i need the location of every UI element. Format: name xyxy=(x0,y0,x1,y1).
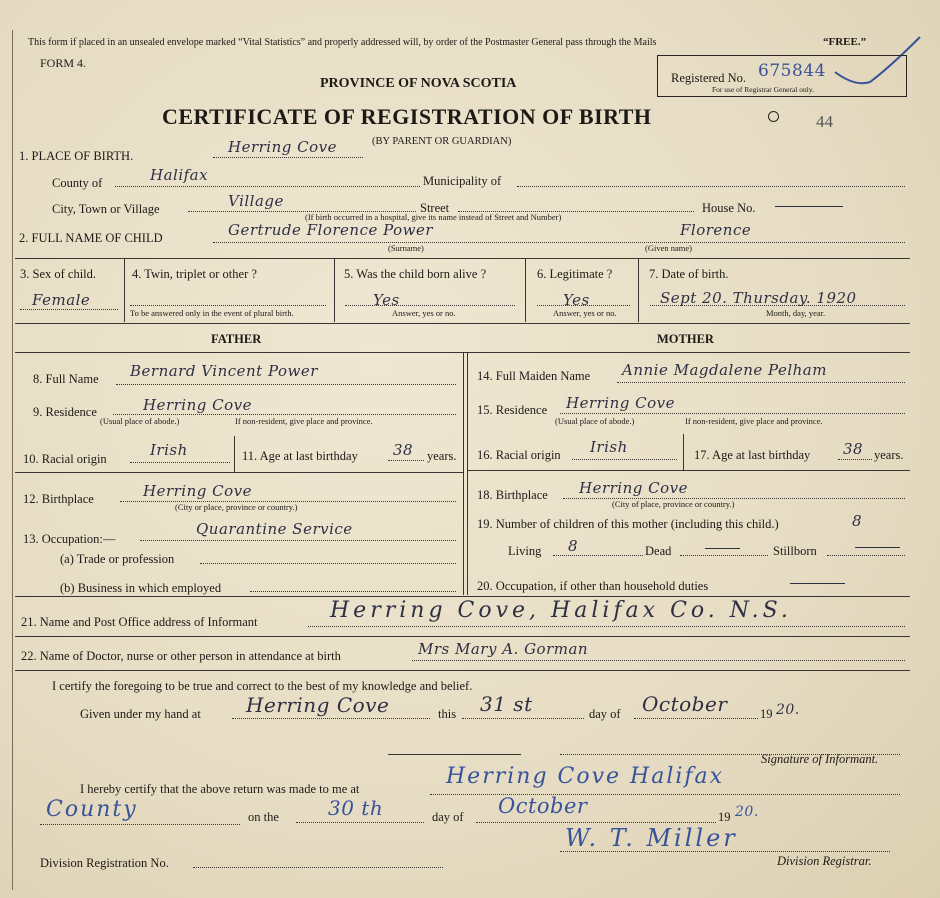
field-13b-label: (b) Business in which employed xyxy=(60,581,222,595)
registrar-signature: W. T. Miller xyxy=(565,824,738,852)
informant-certify-text: I certify the foregoing to be true and correct to the best of my knowledge and belief. xyxy=(52,679,473,693)
field-10-label: 10. Racial origin xyxy=(23,452,107,466)
day-of-label: day of xyxy=(589,707,621,721)
field-15-label: 15. Residence xyxy=(477,403,548,417)
field-1-value: Herring Cove xyxy=(228,138,337,156)
registrar-place-value: Herring Cove Halifax xyxy=(446,764,725,789)
field-8-label: 8. Full Name xyxy=(33,372,99,386)
field-17-label: 17. Age at last birthday xyxy=(694,448,811,462)
sex-value: Female xyxy=(32,291,91,309)
field-14-label: 14. Full Maiden Name xyxy=(477,369,591,383)
mother-residence-value: Herring Cove xyxy=(566,394,675,412)
informant-day-value: 31 st xyxy=(480,692,533,716)
mother-abode-note: (Usual place of abode.) xyxy=(555,416,635,426)
father-years-label: years. xyxy=(427,449,457,463)
field-7-label: 7. Date of birth. xyxy=(649,267,729,281)
form-number: FORM 4. xyxy=(40,56,87,70)
field-18-label: 18. Birthplace xyxy=(477,488,548,502)
county-label: County of xyxy=(52,176,103,190)
division-registration-label: Division Registration No. xyxy=(40,856,169,870)
father-nonresident-note: If non-resident, give place and province. xyxy=(235,416,373,426)
informant-month-value: October xyxy=(642,692,728,716)
on-the-label: on the xyxy=(248,810,279,824)
postal-notice-free: “FREE.” xyxy=(823,36,867,48)
living-label: Living xyxy=(508,544,542,558)
field-13a-label: (a) Trade or profession xyxy=(60,552,175,566)
field-20-label: 20. Occupation, if other than household duties xyxy=(477,579,709,593)
mother-birthplace-note: (City of place, province or country.) xyxy=(612,499,735,509)
father-residence-value: Herring Cove xyxy=(143,396,252,414)
city-value: Village xyxy=(228,192,284,210)
surname-note: (Surname) xyxy=(388,243,424,253)
field-5-label: 5. Was the child born alive ? xyxy=(344,267,487,281)
house-label: House No. xyxy=(702,201,756,215)
mother-heading: MOTHER xyxy=(657,332,714,346)
date-format-note: Month, day, year. xyxy=(766,308,826,318)
mother-age-value: 38 xyxy=(843,440,864,458)
field-9-label: 9. Residence xyxy=(33,405,97,419)
hole-punch-mark xyxy=(768,111,779,122)
attendant-value: Mrs Mary A. Gorman xyxy=(418,640,589,658)
child-surname-value: Gertrude Florence Power xyxy=(228,221,434,239)
field-16-label: 16. Racial origin xyxy=(477,448,561,462)
yes-no-note-5: Answer, yes or no. xyxy=(392,308,456,318)
mother-years-label: years. xyxy=(874,448,904,462)
field-19-label: 19. Number of children of this mother (including this child.) xyxy=(477,517,779,531)
mother-name-value: Annie Magdalene Pelham xyxy=(622,361,827,379)
registrar-year-prefix: 19 xyxy=(718,810,731,824)
county-value: Halifax xyxy=(150,166,209,184)
postal-notice: This form if placed in an unsealed envelope marked “Vital Statistics” and properly addressed will, by order of the Postmaster General pass through the Mails xyxy=(28,37,657,48)
child-given-value: Florence xyxy=(680,221,752,239)
field-22-label: 22. Name of Doctor, nurse or other person in attendance at birth xyxy=(21,649,341,663)
legitimate-value: Yes xyxy=(563,291,590,309)
field-12-label: 12. Birthplace xyxy=(23,492,94,506)
registrar-place-continued: County xyxy=(46,797,138,822)
mother-origin-value: Irish xyxy=(590,438,628,456)
city-label: City, Town or Village xyxy=(52,202,160,216)
registrar-month-value: October xyxy=(498,794,588,818)
registrar-use-note: For use of Registrar General only. xyxy=(712,85,814,94)
field-3-label: 3. Sex of child. xyxy=(20,267,97,281)
mother-nonresident-note: If non-resident, give place and province. xyxy=(685,416,823,426)
plural-birth-note: To be answered only in the event of plural birth. xyxy=(130,308,294,318)
informant-year-prefix: 19 xyxy=(760,707,773,721)
father-name-value: Bernard Vincent Power xyxy=(130,362,318,380)
father-age-value: 38 xyxy=(393,441,414,459)
informant-address-value: Herring Cove, Halifax Co. N.S. xyxy=(330,598,792,623)
birth-date-value: Sept 20. Thursday. 1920 xyxy=(660,289,857,307)
field-1-label: 1. PLACE OF BIRTH. xyxy=(19,149,134,163)
given-name-note: (Given name) xyxy=(645,243,692,253)
stillborn-label: Stillborn xyxy=(773,544,817,558)
field-2-label: 2. FULL NAME OF CHILD xyxy=(19,231,163,245)
certificate-subtitle: (BY PARENT OR GUARDIAN) xyxy=(372,136,512,147)
registrar-certify-text: I hereby certify that the above return was made to me at xyxy=(80,782,360,796)
this-label: this xyxy=(438,707,457,721)
field-13-label: 13. Occupation:— xyxy=(23,532,116,546)
father-origin-value: Irish xyxy=(150,441,188,459)
division-registrar-label: Division Registrar. xyxy=(777,854,872,868)
father-heading: FATHER xyxy=(211,332,262,346)
registrar-day-value: 30 th xyxy=(328,796,384,820)
children-count-value: 8 xyxy=(852,512,863,530)
living-value: 8 xyxy=(568,537,579,555)
registrar-day-of-label: day of xyxy=(432,810,464,824)
born-alive-value: Yes xyxy=(373,291,400,309)
field-21-label: 21. Name and Post Office address of Informant xyxy=(21,615,258,629)
municipality-label: Municipality of xyxy=(423,174,502,188)
province-heading: PROVINCE OF NOVA SCOTIA xyxy=(320,76,517,91)
certificate-title: CERTIFICATE OF REGISTRATION OF BIRTH xyxy=(162,104,652,129)
mother-birthplace-value: Herring Cove xyxy=(579,479,688,497)
father-birthplace-value: Herring Cove xyxy=(143,482,252,500)
father-birthplace-note: (City or place, province or country.) xyxy=(175,502,298,512)
field-11-label: 11. Age at last birthday xyxy=(242,449,358,463)
father-abode-note: (Usual place of abode.) xyxy=(100,416,180,426)
field-4-label: 4. Twin, triplet or other ? xyxy=(132,267,257,281)
informant-year-value: 20. xyxy=(776,702,800,718)
registrar-year-value: 20. xyxy=(735,804,759,820)
street-label: Street xyxy=(420,201,450,215)
yes-no-note-6: Answer, yes or no. xyxy=(553,308,617,318)
field-6-label: 6. Legitimate ? xyxy=(537,267,613,281)
given-place-value: Herring Cove xyxy=(246,693,390,717)
registered-label: Registered No. xyxy=(671,71,746,85)
corner-mark: 44 xyxy=(816,112,833,131)
dead-label: Dead xyxy=(645,544,672,558)
given-under-label: Given under my hand at xyxy=(80,707,201,721)
father-occupation-value: Quarantine Service xyxy=(196,520,353,538)
registered-number: 675844 xyxy=(758,61,826,81)
hospital-note: (If birth occurred in a hospital, give its name instead of Street and Number) xyxy=(305,212,562,222)
informant-signature-label: Signature of Informant. xyxy=(761,752,879,766)
